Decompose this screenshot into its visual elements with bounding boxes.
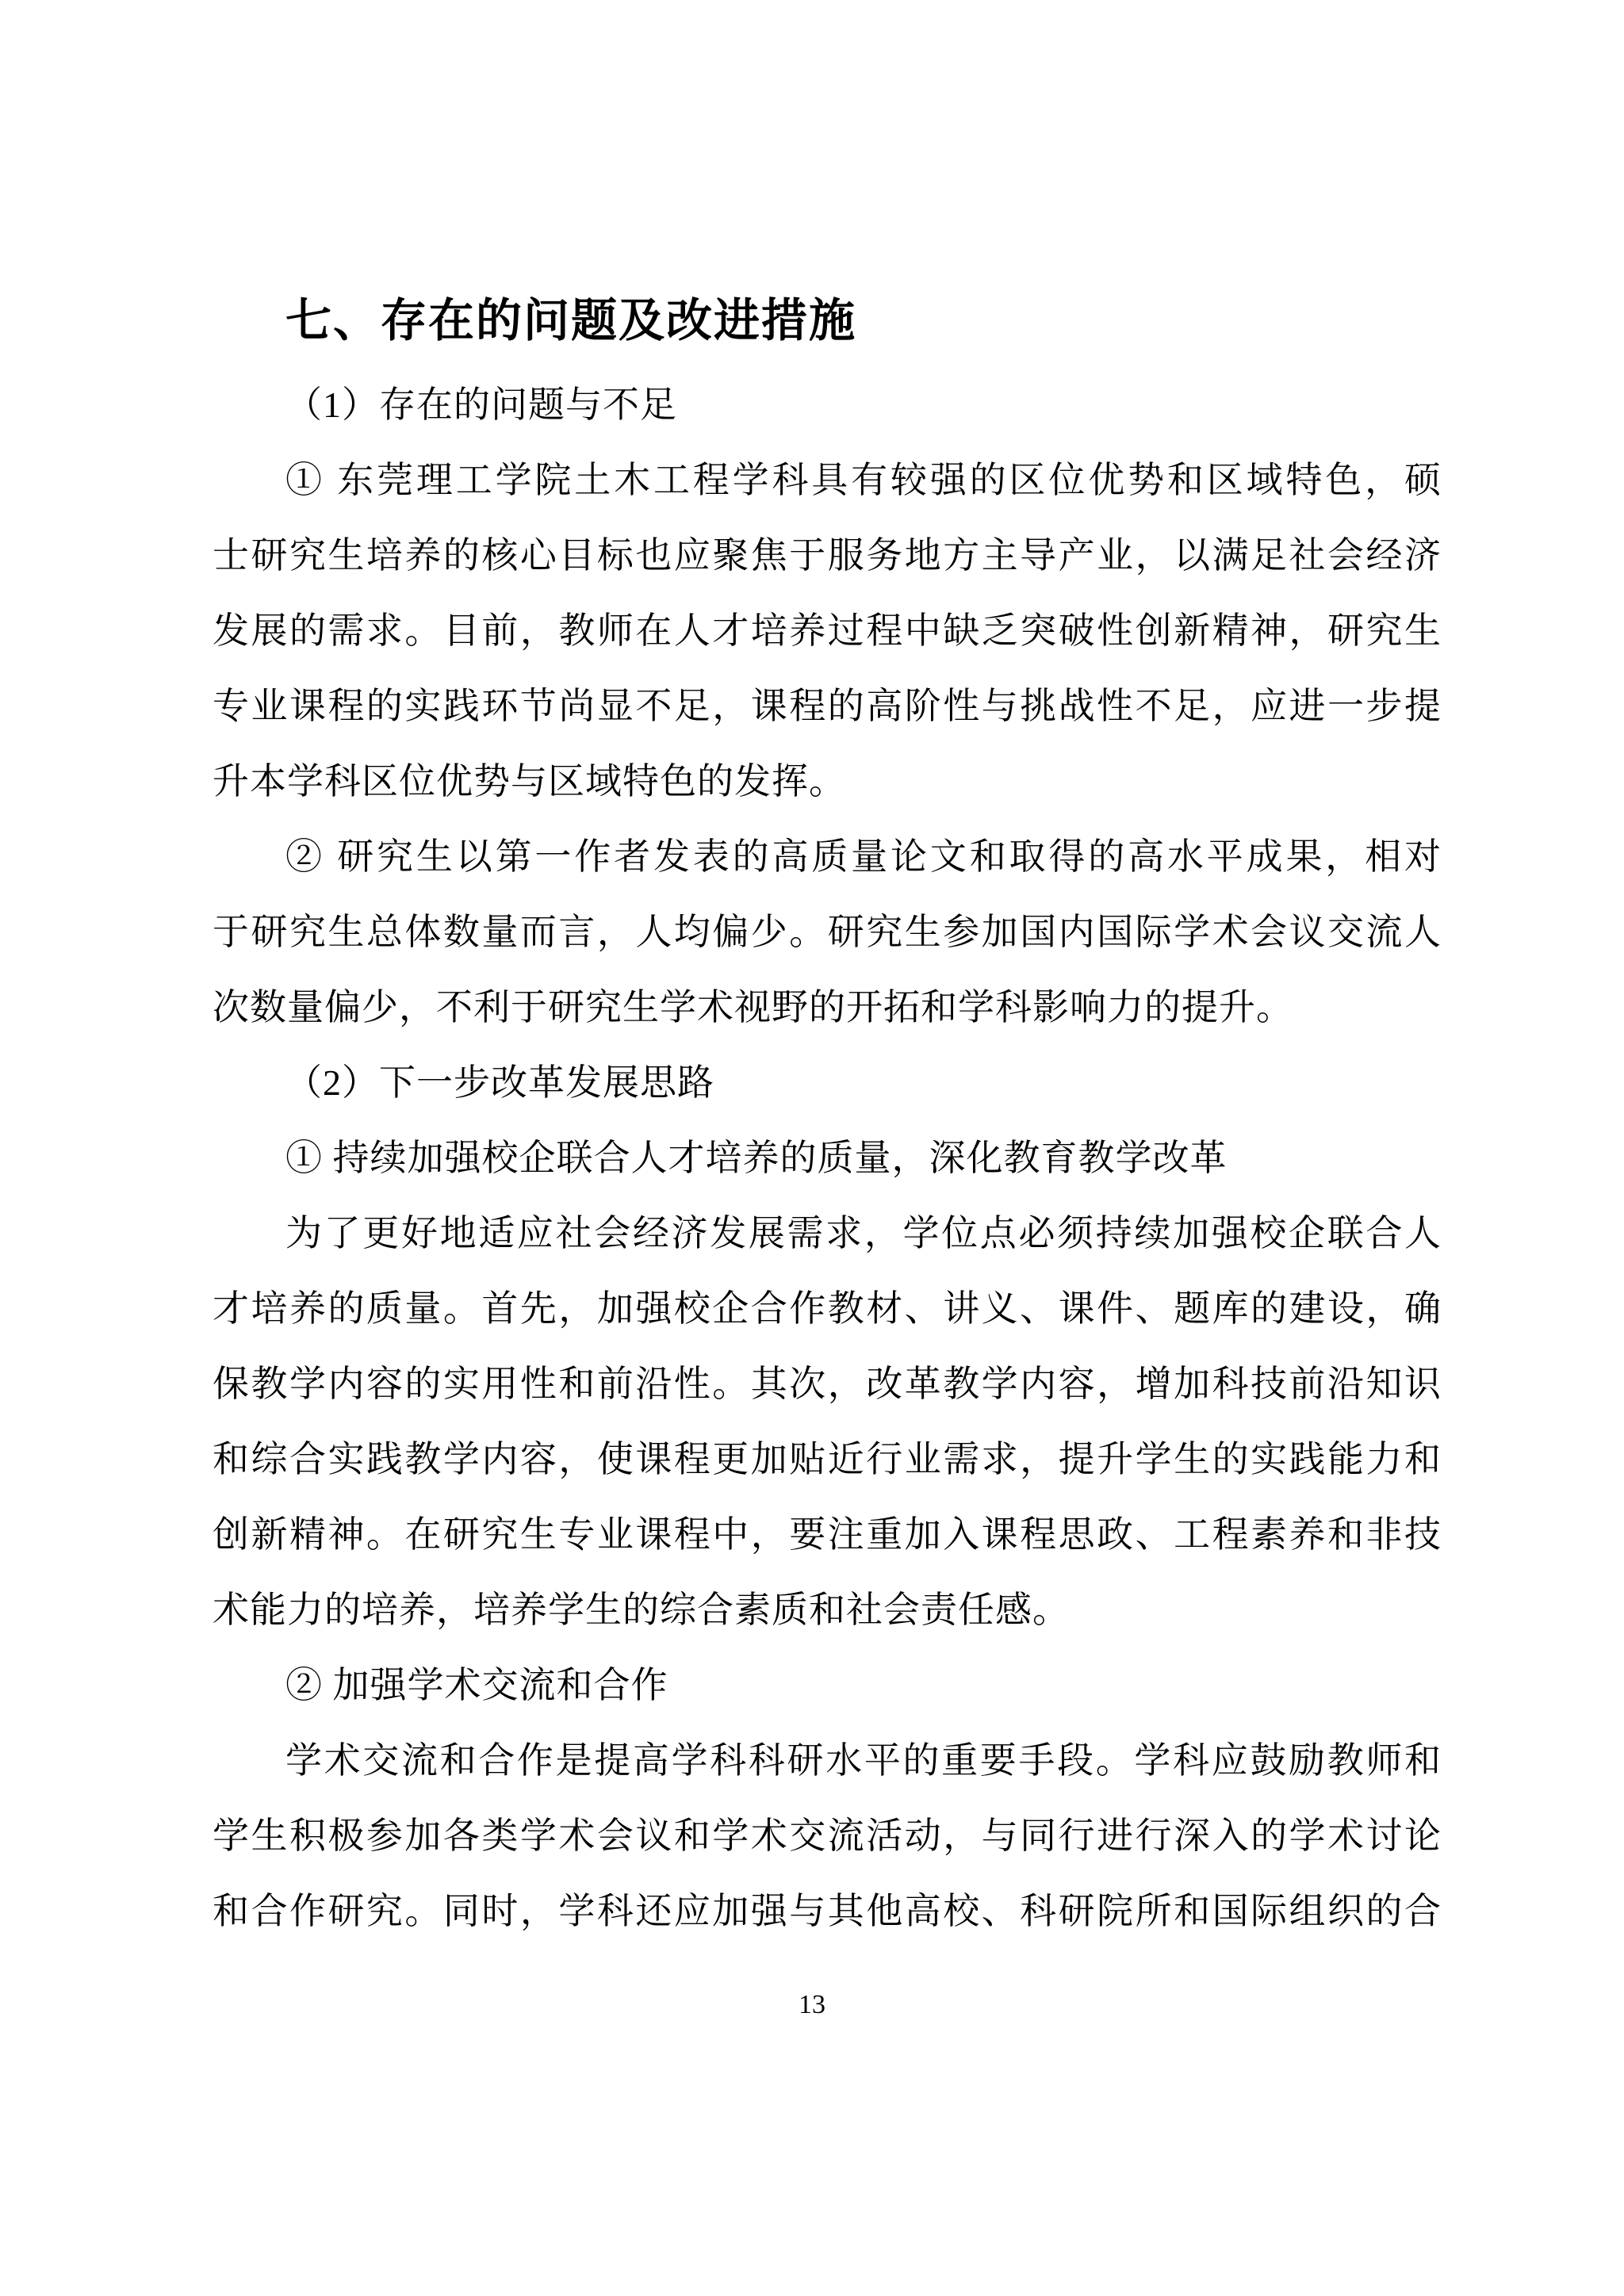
document-body xyxy=(213,274,1442,1949)
text-line: 为了更好地适应社会经济发展需求，学位点必须持续加强校企联合人 xyxy=(285,1213,1442,1253)
text-line: ① 东莞理工学院土木工程学科具有较强的区位优势和区域特色，硕 xyxy=(285,460,1442,500)
text-line: 和合作研究。同时，学科还应加强与其他高校、科研院所和国际组织的合 xyxy=(213,1891,1442,1931)
subsection-heading-2: （2）下一步改革发展思路 xyxy=(285,1062,714,1103)
text-line: 学生积极参加各类学术会议和学术交流活动，与同行进行深入的学术讨论 xyxy=(213,1816,1442,1856)
text-line: ② 研究生以第一作者发表的高质量论文和取得的高水平成果，相对 xyxy=(285,836,1442,877)
text-line: 才培养的质量。首先，加强校企合作教材、讲义、课件、题库的建设，确 xyxy=(213,1288,1442,1329)
list-item-heading: ② 加强学术交流和合作 xyxy=(285,1665,668,1705)
subsection-heading-1: （1）存在的问题与不足 xyxy=(285,385,677,425)
text-line: 创新精神。在研究生专业课程中，要注重加入课程思政、工程素养和非技 xyxy=(213,1514,1442,1555)
text-line: 和综合实践教学内容，使课程更加贴近行业需求，提升学生的实践能力和 xyxy=(213,1439,1442,1479)
list-item-heading: ① 持续加强校企联合人才培养的质量，深化教育教学改革 xyxy=(285,1138,1228,1178)
text-line: 学术交流和合作是提高学科科研水平的重要手段。学科应鼓励教师和 xyxy=(285,1740,1442,1781)
text-line: 发展的需求。目前，教师在人才培养过程中缺乏突破性创新精神，研究生 xyxy=(213,610,1442,651)
text-line: 士研究生培养的核心目标也应聚焦于服务地方主导产业，以满足社会经济 xyxy=(213,535,1442,576)
text-line: 于研究生总体数量而言，人均偏少。研究生参加国内国际学术会议交流人 xyxy=(213,912,1442,952)
text-line: 保教学内容的实用性和前沿性。其次，改革教学内容，增加科技前沿知识 xyxy=(213,1364,1442,1404)
text-line: 术能力的培养，培养学生的综合素质和社会责任感。 xyxy=(213,1590,1070,1630)
text-line: 升本学科区位优势与区域特色的发挥。 xyxy=(213,761,846,802)
section-heading: 七、存在的问题及改进措施 xyxy=(285,295,857,346)
text-line: 次数量偏少，不利于研究生学术视野的开拓和学科影响力的提升。 xyxy=(213,987,1293,1027)
text-line: 专业课程的实践环节尚显不足，课程的高阶性与挑战性不足，应进一步提 xyxy=(213,686,1442,726)
page-number: 13 xyxy=(799,1990,825,2019)
